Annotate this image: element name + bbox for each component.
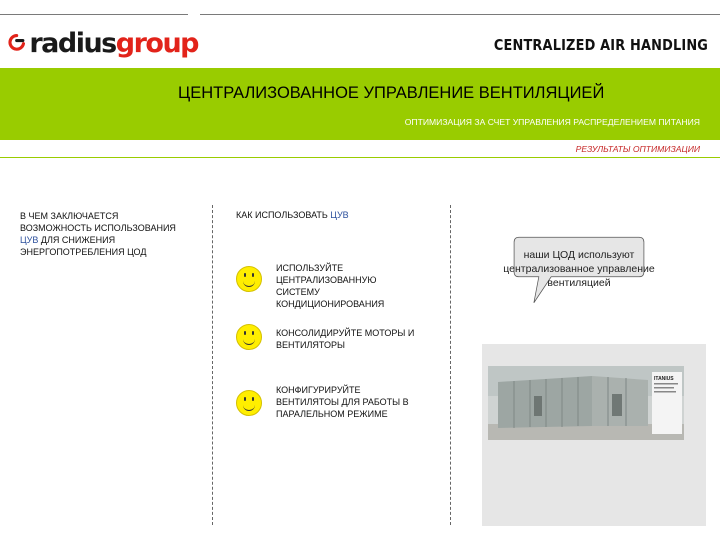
- left-column-text: [20, 210, 180, 258]
- smiley-mouth: [243, 405, 255, 411]
- smiley-mouth: [243, 281, 255, 287]
- smiley-eye: [244, 397, 246, 401]
- logo-word-radius: radius: [29, 27, 116, 59]
- brand-tagline: CENTRALIZED AIR HANDLING: [493, 36, 708, 54]
- smiley-icon: [236, 266, 262, 292]
- callout-text: наши ЦОД используют централизованное управление вентиляцией: [503, 249, 655, 289]
- results-label: РЕЗУЛЬТАТЫ ОПТИМИЗАЦИИ: [575, 144, 700, 154]
- step-1-text: ИСПОЛЬЗУЙТЕ ЦЕНТРАЛИЗОВАННУЮ СИСТЕМУ КОНДИЦИОНИРОВАНИЯ: [276, 263, 385, 309]
- title-band: [0, 68, 720, 140]
- smiley-eye: [252, 397, 254, 401]
- left-text-after: ДЛЯ СНИЖЕНИЯ ЭНЕРГОПОТРЕБЛЕНИЯ ЦОД: [20, 235, 147, 257]
- step-3-text: КОНФИГУРИРУЙТЕ ВЕНТИЛЯТОЫ ДЛЯ РАБОТЫ В ПАРАЛЕЛЬНОМ РЕЖИМЕ: [276, 385, 409, 419]
- middle-heading-text: КАК ИСПОЛЬЗОВАТЬ: [236, 210, 331, 220]
- left-text-before: В ЧЕМ ЗАКЛЮЧАЕТСЯ ВОЗМОЖНОСТЬ ИСПОЛЬЗОВАНИЯ: [20, 211, 176, 233]
- middle-heading: [236, 210, 349, 220]
- smiley-mouth: [243, 339, 255, 345]
- left-text-highlight: ЦУВ: [20, 235, 39, 245]
- smiley-eye: [252, 331, 254, 335]
- photo-sign-text: ITANIUS: [654, 376, 674, 382]
- top-rule-left: [0, 0, 188, 15]
- top-rule-right: [200, 0, 720, 15]
- page-title: ЦЕНТРАЛИЗОВАННОЕ УПРАВЛЕНИЕ ВЕНТИЛЯЦИЕЙ: [178, 84, 605, 102]
- air-handling-units-photo: [488, 366, 684, 440]
- results-rule: [0, 157, 720, 158]
- column-divider-1: [212, 205, 213, 525]
- smiley-eye: [244, 331, 246, 335]
- smiley-icon: [236, 390, 262, 416]
- logo-word-group: group: [115, 27, 198, 59]
- column-divider-2: [450, 205, 451, 525]
- smiley-eye: [244, 273, 246, 277]
- logo-wordmark: [29, 28, 198, 59]
- radiusgroup-logo: [8, 24, 198, 62]
- smiley-icon: [236, 324, 262, 350]
- smiley-eye: [252, 273, 254, 277]
- radius-swirl-icon: [8, 28, 25, 58]
- results-bar: [0, 143, 720, 157]
- middle-heading-highlight: ЦУВ: [330, 210, 349, 220]
- step-2-text: КОНСОЛИДИРУЙТЕ МОТОРЫ И ВЕНТИЛЯТОРЫ: [276, 328, 415, 350]
- page-subtitle: ОПТИМИЗАЦИЯ ЗА СЧЕТ УПРАВЛЕНИЯ РАСПРЕДЕЛЕНИЕМ ПИТАНИЯ: [404, 117, 700, 127]
